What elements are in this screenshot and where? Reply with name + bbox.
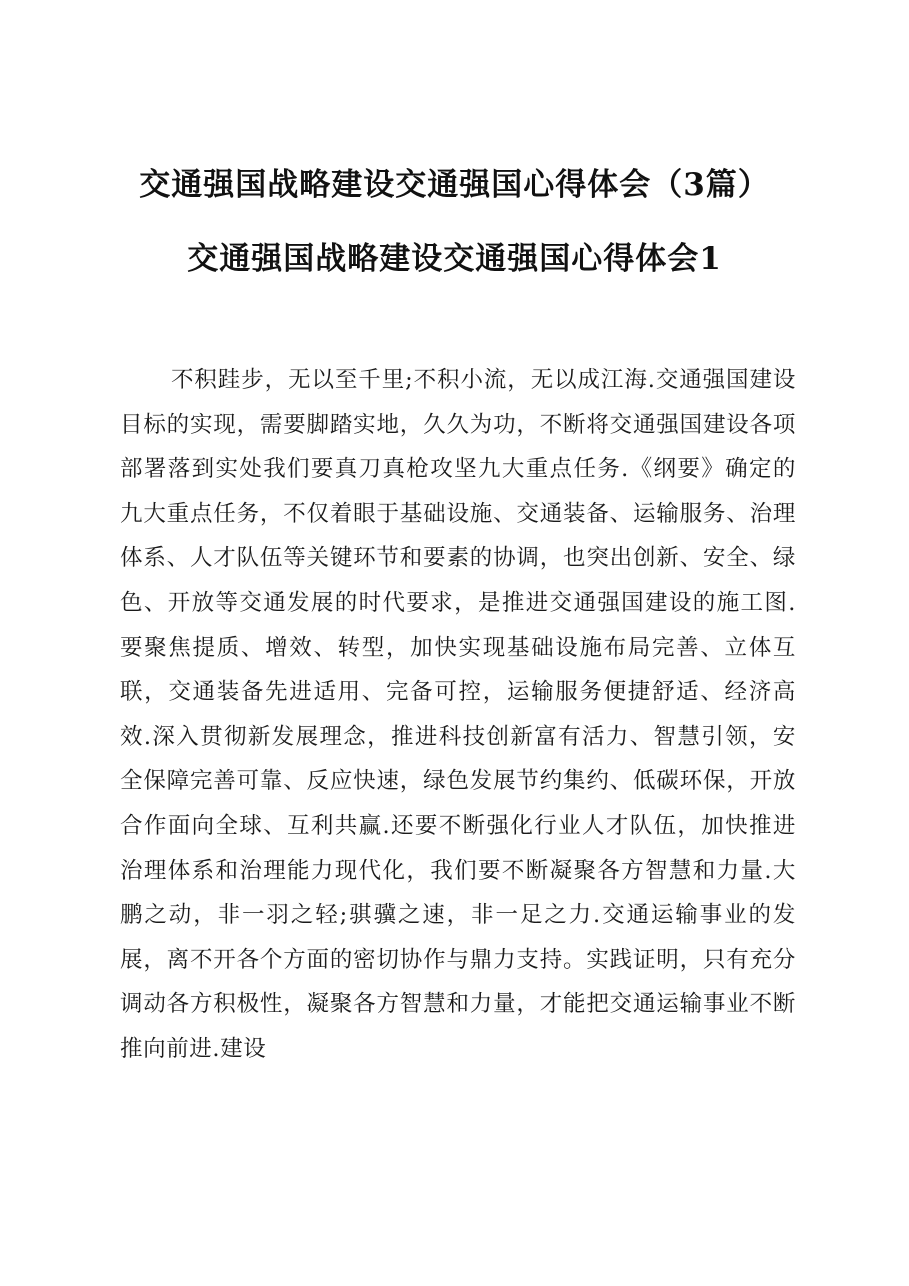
body-paragraph: 不积跬步，无以至千里;不积小流，无以成江海.交通强国建设目标的实现，需要脚踏实地，久久为功，不断将交通强国建设各项部署落到实处我们要真刀真枪攻坚九大重点任务.《纲要》确定的九大重点任务，不仅着眼于基础设施、交通装备、运输服务、治理体系、人才队伍等关键环节和要素的协调，也突出创新、安全、绿色、开放等交通发展的时代要求，是推进交通强国建设的施工图.要聚焦提质、增效、转型，加快实现基础设施布局完善、立体互联，交通装备先进适用、完备可控，运输服务便捷舒适、经济高效.深入贯彻新发展理念，推进科技创新富有活力、智慧引领，安全保障完善可靠、反应快速，绿色发展节约集约、低碳环保，开放合作面向全球、互利共赢.还要不断强化行业人才队伍，加快推进治理体系和治理能力现代化，我们要不断凝聚各方智慧和力量.大鹏之动，非一羽之轻;骐骥之速，非一足之力.交通运输事业的发展，离不开各个方面的密切协作与鼎力支持。实践证明，只有充分调动各方积极性，凝聚各方智慧和力量，才能把交通运输事业不断推向前进.建设 <box>120 367 796 1062</box>
section-heading: 交通强国战略建设交通强国心得体会1 <box>187 241 722 277</box>
document-title: 交通强国战略建设交通强国心得体会（3篇） <box>139 167 770 203</box>
